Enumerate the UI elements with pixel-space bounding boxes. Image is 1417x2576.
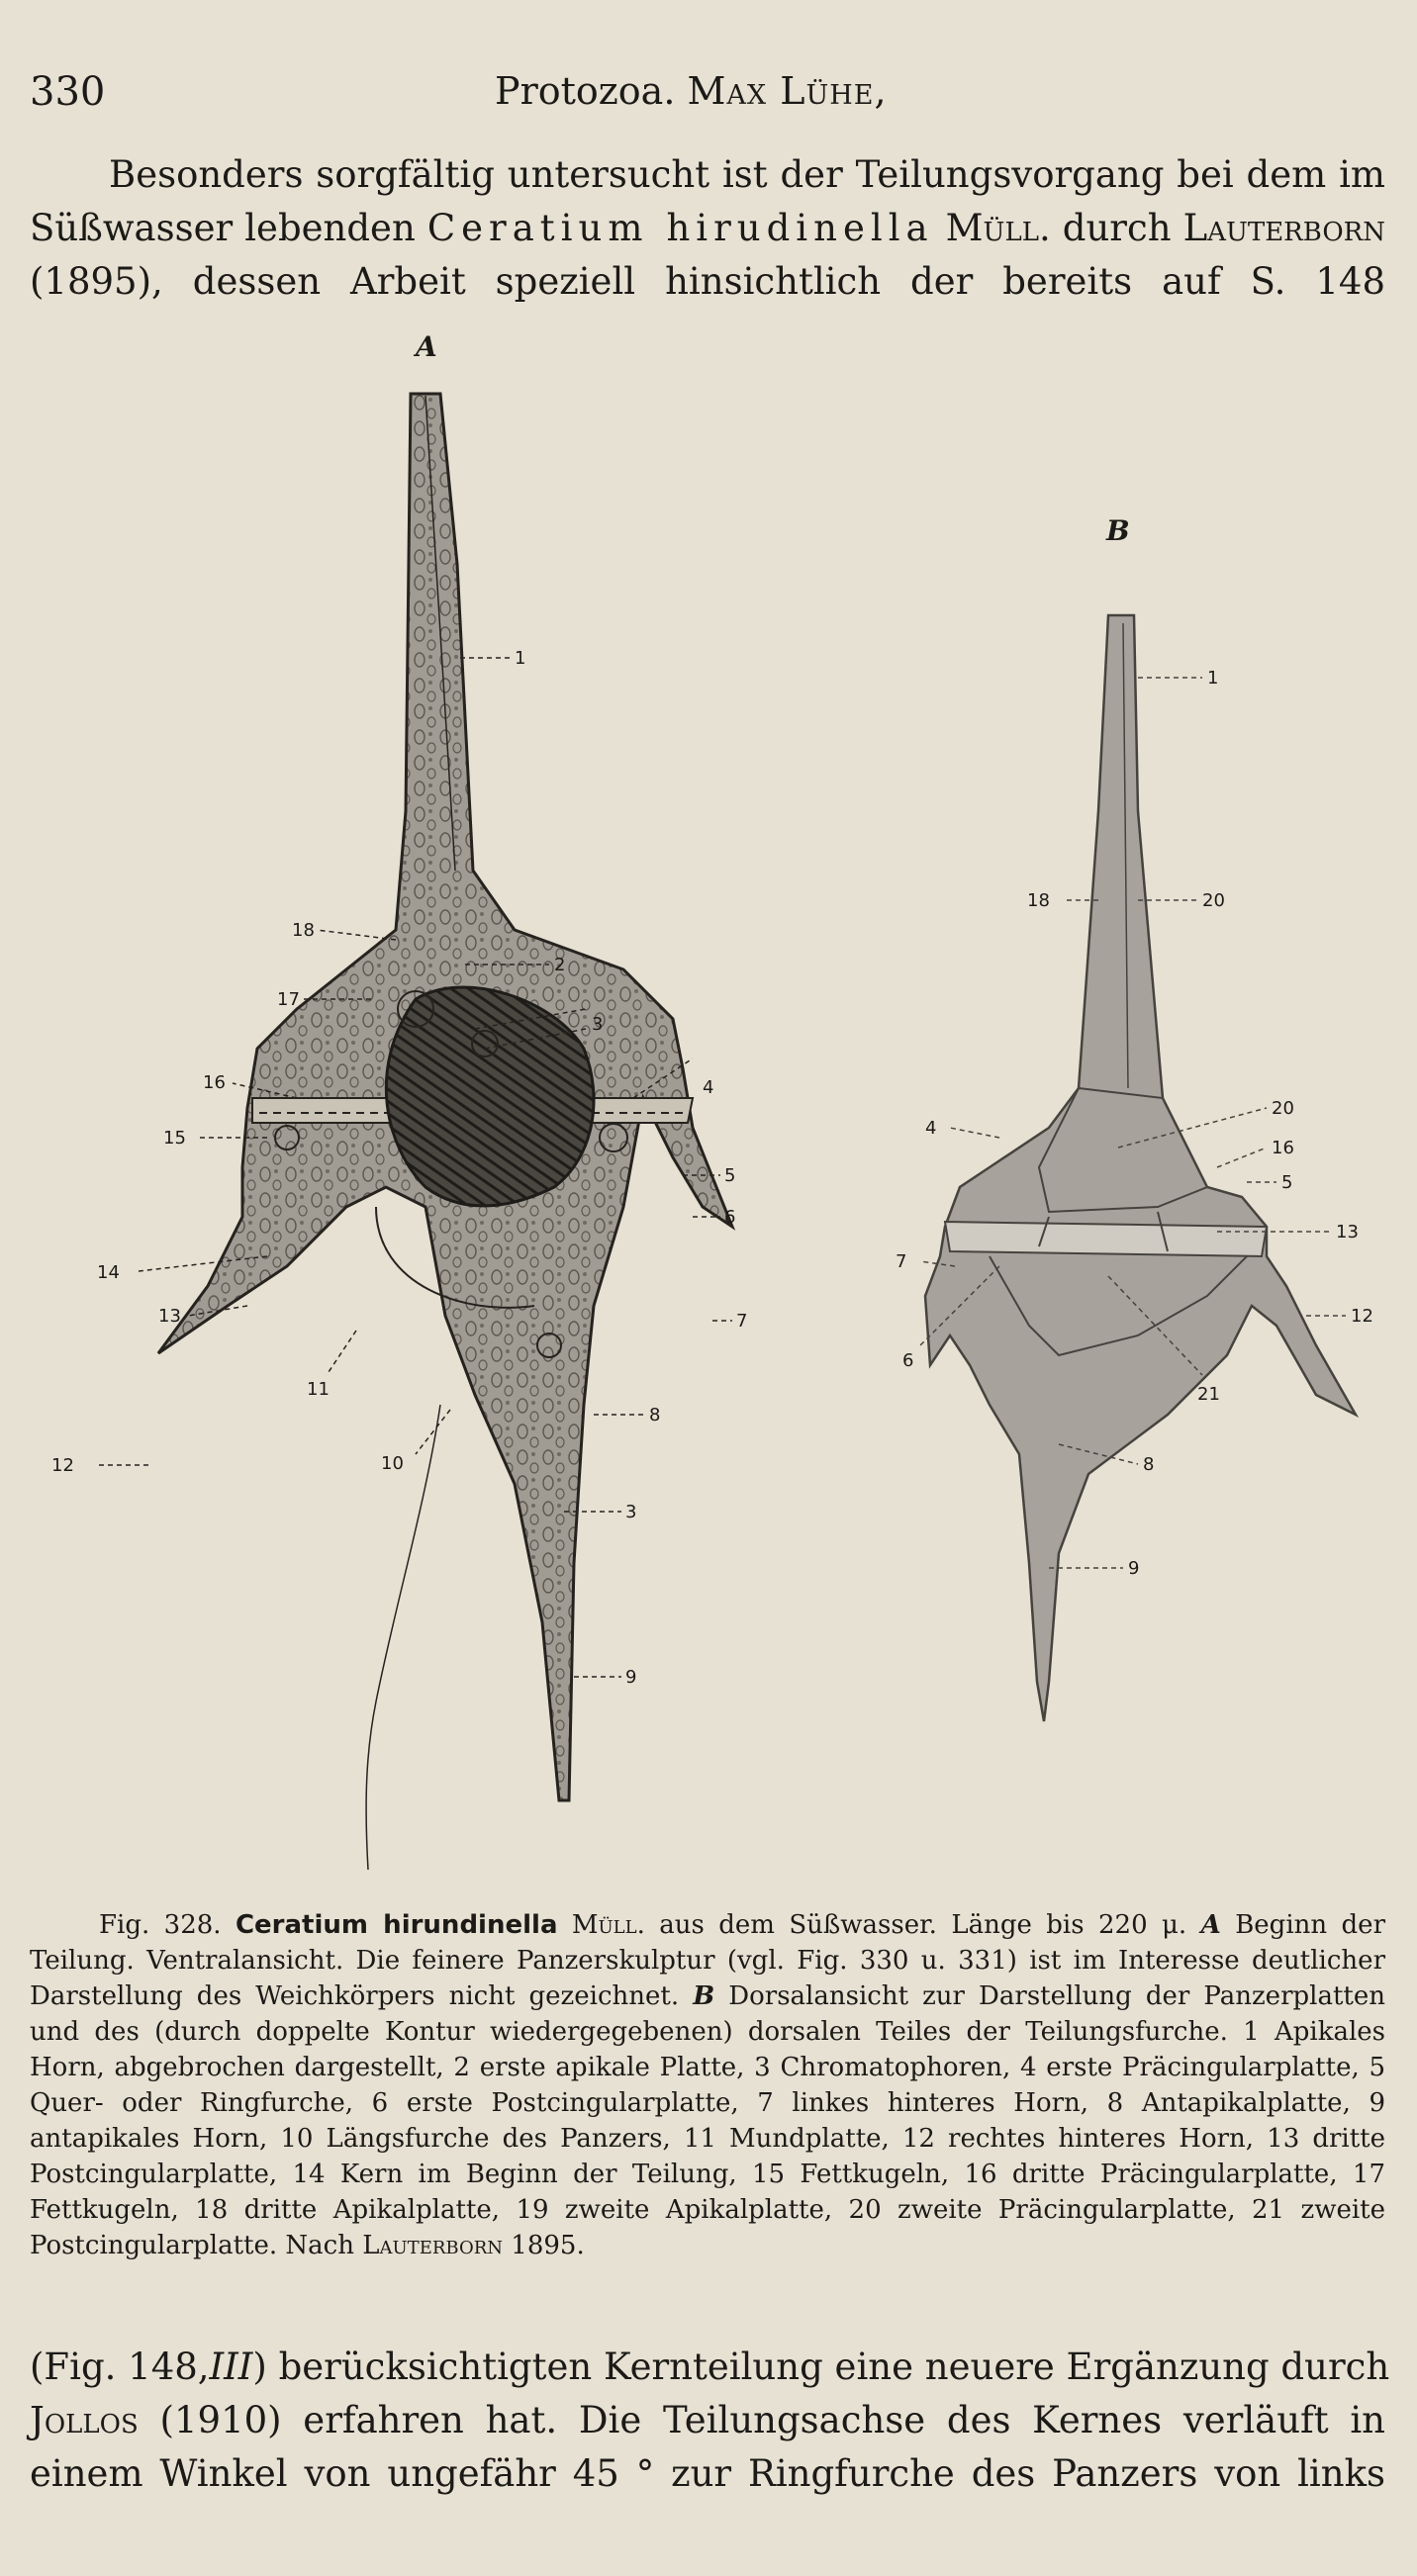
intro-paragraph xyxy=(30,148,1385,309)
species-name: Ceratium hirudinella xyxy=(426,207,934,249)
label-b-5: 5 xyxy=(1281,1172,1293,1193)
label-a-15: 15 xyxy=(163,1128,186,1149)
label-a-9: 9 xyxy=(625,1667,637,1688)
label-b-13: 13 xyxy=(1336,1222,1359,1242)
intro-line-2 xyxy=(30,202,1385,255)
figure-328 xyxy=(0,317,1417,1880)
outro-text: ) berücksichtigten Kernteilung eine neuere Ergänzung durch xyxy=(252,2346,1390,2388)
label-a-1: 1 xyxy=(515,648,526,669)
figure-label-a: A xyxy=(416,330,437,363)
outro-line-1 xyxy=(30,2341,1390,2394)
figure-label-b: B xyxy=(1106,514,1130,547)
running-title: Protozoa. xyxy=(495,69,676,113)
label-a-16: 16 xyxy=(203,1072,226,1093)
outro-roman: III xyxy=(209,2346,253,2388)
label-a-2: 2 xyxy=(554,955,566,975)
label-a-18: 18 xyxy=(292,920,315,941)
label-b-21: 21 xyxy=(1197,1384,1220,1405)
outro-text: (1910) erfahren hat. Die Teilungsachse des Kernes verläuft in xyxy=(159,2399,1386,2441)
label-a-12: 12 xyxy=(51,1455,74,1476)
outro-line-2 xyxy=(30,2394,1385,2447)
flagellum xyxy=(366,1405,440,1870)
page-number: 330 xyxy=(30,69,106,115)
label-b-18: 20 xyxy=(1202,890,1225,911)
running-author: Max Lühe, xyxy=(687,69,888,113)
intro-line-3: (1895), dessen Arbeit speziell hinsichtlich der bereits auf S. 148 xyxy=(30,260,1385,303)
label-a-10: 10 xyxy=(381,1453,404,1474)
label-b-20: 20 xyxy=(1272,1098,1294,1119)
caption-species: Ceratium hirundinella xyxy=(235,1910,558,1940)
outro-text: (Fig. 148, xyxy=(30,2346,210,2388)
label-a-5: 5 xyxy=(724,1165,736,1186)
label-b-6: 6 xyxy=(902,1350,914,1371)
label-b-1: 1 xyxy=(1207,668,1219,689)
caption-legend: 1 Apikales Horn, abgebrochen dargestellt, 2 erste apikale Platte, 3 Chromatophoren, 4 erste Präcingularplatte, 5 Quer- oder Ringfurche, 6 erste Postcingularplatte, 7 linkes hinteres Horn, 8 Antapikalplatte, 9 antapikales Horn, 10 Längsfurche des Panzers, 11 Mundplatte, 12 rechtes hinteres Horn, 13 dritte Postcingularplatte, 14 Kern im Beginn der Teilung, 15 Fettkugeln, 16 dritte Präcingularplatte, 17 Fettkugeln, 18 dritte Apikalplatte, 19 zweite Apikalplatte, 20 zweite Präcingularplatte, 21 zweite Postcingularplatte. xyxy=(30,2017,1386,2260)
label-a-3b: 3 xyxy=(625,1502,637,1522)
intro-text: durch xyxy=(1062,207,1172,249)
cell-outline-b xyxy=(925,615,1356,1721)
girdle-b xyxy=(945,1222,1267,1256)
cited-author: Lauterborn xyxy=(1182,207,1385,249)
label-b-7: 7 xyxy=(896,1251,907,1272)
label-a-14: 14 xyxy=(97,1262,120,1283)
figure-b-drawing xyxy=(925,615,1356,1721)
species-author: Müll. xyxy=(945,207,1051,249)
caption-intro: aus dem Süßwasser. Länge bis 220 μ. xyxy=(659,1910,1187,1940)
figure-a-drawing xyxy=(158,394,732,1870)
label-a-3: 3 xyxy=(592,1014,604,1035)
caption-fig-number: Fig. 328. xyxy=(99,1910,222,1940)
label-a-13: 13 xyxy=(158,1306,181,1327)
label-b-16: 16 xyxy=(1272,1138,1294,1158)
caption-source-author: Lauterborn xyxy=(362,2231,504,2260)
ceratium-illustration xyxy=(0,317,1417,1880)
caption-a-text: Beginn der Teilung. Ventralansicht. Die feinere Panzerskulptur (vgl. Fig. 330 u. 331) ist im Interesse deutlicher Darstellung des Weichkörpers nicht gezeichnet. xyxy=(30,1910,1385,2011)
outro-line-3: einem Winkel von ungefähr 45 ° zur Ringfurche des Panzers von links xyxy=(30,2452,1385,2495)
label-a-17: 17 xyxy=(277,989,300,1010)
caption-source-prefix: Nach xyxy=(285,2231,354,2260)
intro-line-1: Besonders sorgfältig untersucht ist der Teilungsvorgang bei dem im xyxy=(109,153,1385,196)
caption-source-year: 1895. xyxy=(511,2231,585,2260)
intro-text: Süßwasser lebenden xyxy=(30,207,416,249)
label-a-8: 8 xyxy=(649,1405,661,1426)
label-a-6: 6 xyxy=(724,1207,736,1228)
label-b-9: 9 xyxy=(1128,1558,1140,1579)
label-a-4: 4 xyxy=(703,1077,714,1098)
caption-b-label: B xyxy=(693,1981,715,2011)
caption-b-text: Dorsalansicht zur Darstellung der Panzerplatten und des (durch doppelte Kontur wiedergegebenen) dorsalen Teiles der Teilungsfurche. xyxy=(30,1981,1385,2047)
label-b-4: 4 xyxy=(925,1118,937,1139)
caption-a-label: A xyxy=(1200,1910,1221,1940)
label-a-11: 11 xyxy=(307,1379,330,1400)
label-b-8: 8 xyxy=(1143,1454,1155,1475)
page-header xyxy=(30,69,1395,129)
label-b-12: 12 xyxy=(1351,1306,1373,1327)
continuation-paragraph xyxy=(30,2341,1390,2501)
label-a-7: 7 xyxy=(736,1311,748,1332)
label-b-19: 18 xyxy=(1027,890,1050,911)
caption-author: Müll. xyxy=(571,1910,645,1940)
running-head xyxy=(495,69,888,113)
outro-author: Jollos xyxy=(30,2399,139,2441)
figure-caption xyxy=(30,1907,1385,2263)
